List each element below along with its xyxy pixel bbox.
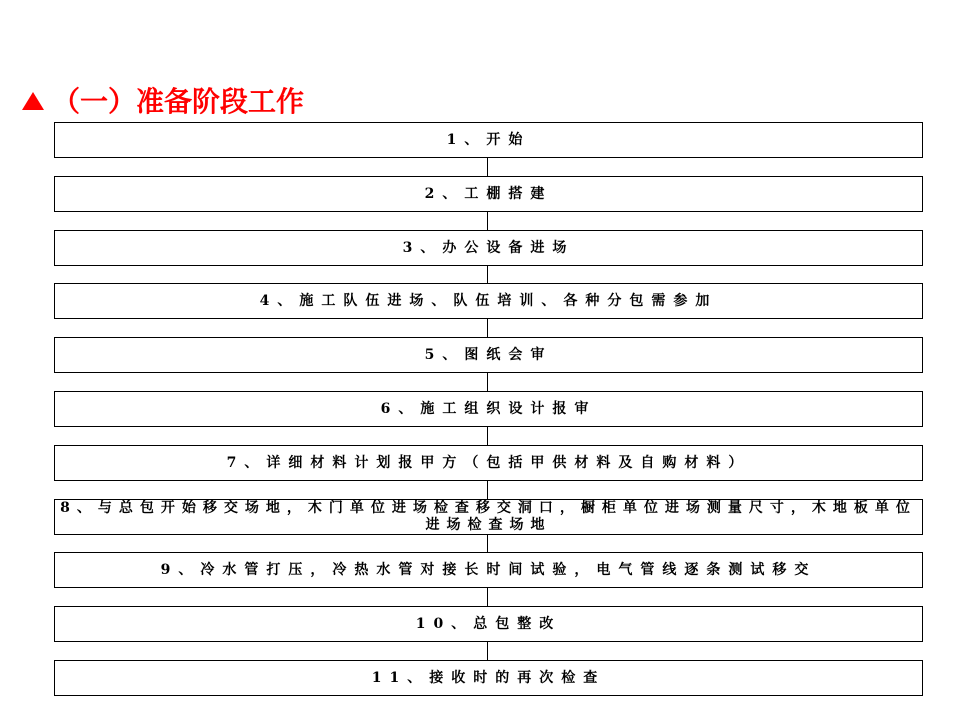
flow-step-1 xyxy=(54,122,923,158)
flow-connector xyxy=(487,535,488,552)
flow-step-label: 5、图纸会审 xyxy=(424,347,553,363)
flow-step-11 xyxy=(54,660,923,696)
flow-connector xyxy=(487,158,488,176)
flow-connector xyxy=(487,212,488,230)
flow-step-2 xyxy=(54,176,923,212)
page-title xyxy=(22,80,304,120)
flow-connector xyxy=(487,319,488,337)
flow-connector xyxy=(487,373,488,391)
flow-step-label: 9、冷水管打压，冷热水管对接长时间试验，电气管线逐条测试移交 xyxy=(160,562,817,578)
flow-connector xyxy=(487,588,488,606)
flow-step-4 xyxy=(54,283,923,319)
flow-connector xyxy=(487,481,488,499)
flow-step-label: 7、详细材料计划报甲方（包括甲供材料及自购材料） xyxy=(226,455,751,471)
flow-step-label: 11、接收时的再次检查 xyxy=(371,670,606,686)
flow-step-label: 10、总包整改 xyxy=(415,616,562,632)
flow-step-8 xyxy=(54,499,923,535)
flow-step-3 xyxy=(54,230,923,266)
flow-step-label: 1、开始 xyxy=(446,132,531,148)
flow-connector xyxy=(487,266,488,283)
page-title-text: （一）准备阶段工作 xyxy=(52,85,305,118)
flow-step-7 xyxy=(54,445,923,481)
flow-step-label: 8、与总包开始移交场地，木门单位进场检查移交洞口，橱柜单位进场测量尺寸，木地板单位进场检查场地 xyxy=(60,500,917,533)
flow-step-10 xyxy=(54,606,923,642)
flow-step-label: 3、办公设备进场 xyxy=(402,240,575,256)
flow-connector xyxy=(487,427,488,445)
flow-step-label: 2、工棚搭建 xyxy=(424,186,553,202)
flow-step-9 xyxy=(54,552,923,588)
flow-connector xyxy=(487,642,488,660)
flow-step-label: 6、施工组织设计报审 xyxy=(380,401,597,417)
triangle-up-icon xyxy=(22,92,44,110)
flow-step-label: 4、施工队伍进场、队伍培训、各种分包需参加 xyxy=(259,293,718,309)
flow-step-5 xyxy=(54,337,923,373)
flow-step-6 xyxy=(54,391,923,427)
